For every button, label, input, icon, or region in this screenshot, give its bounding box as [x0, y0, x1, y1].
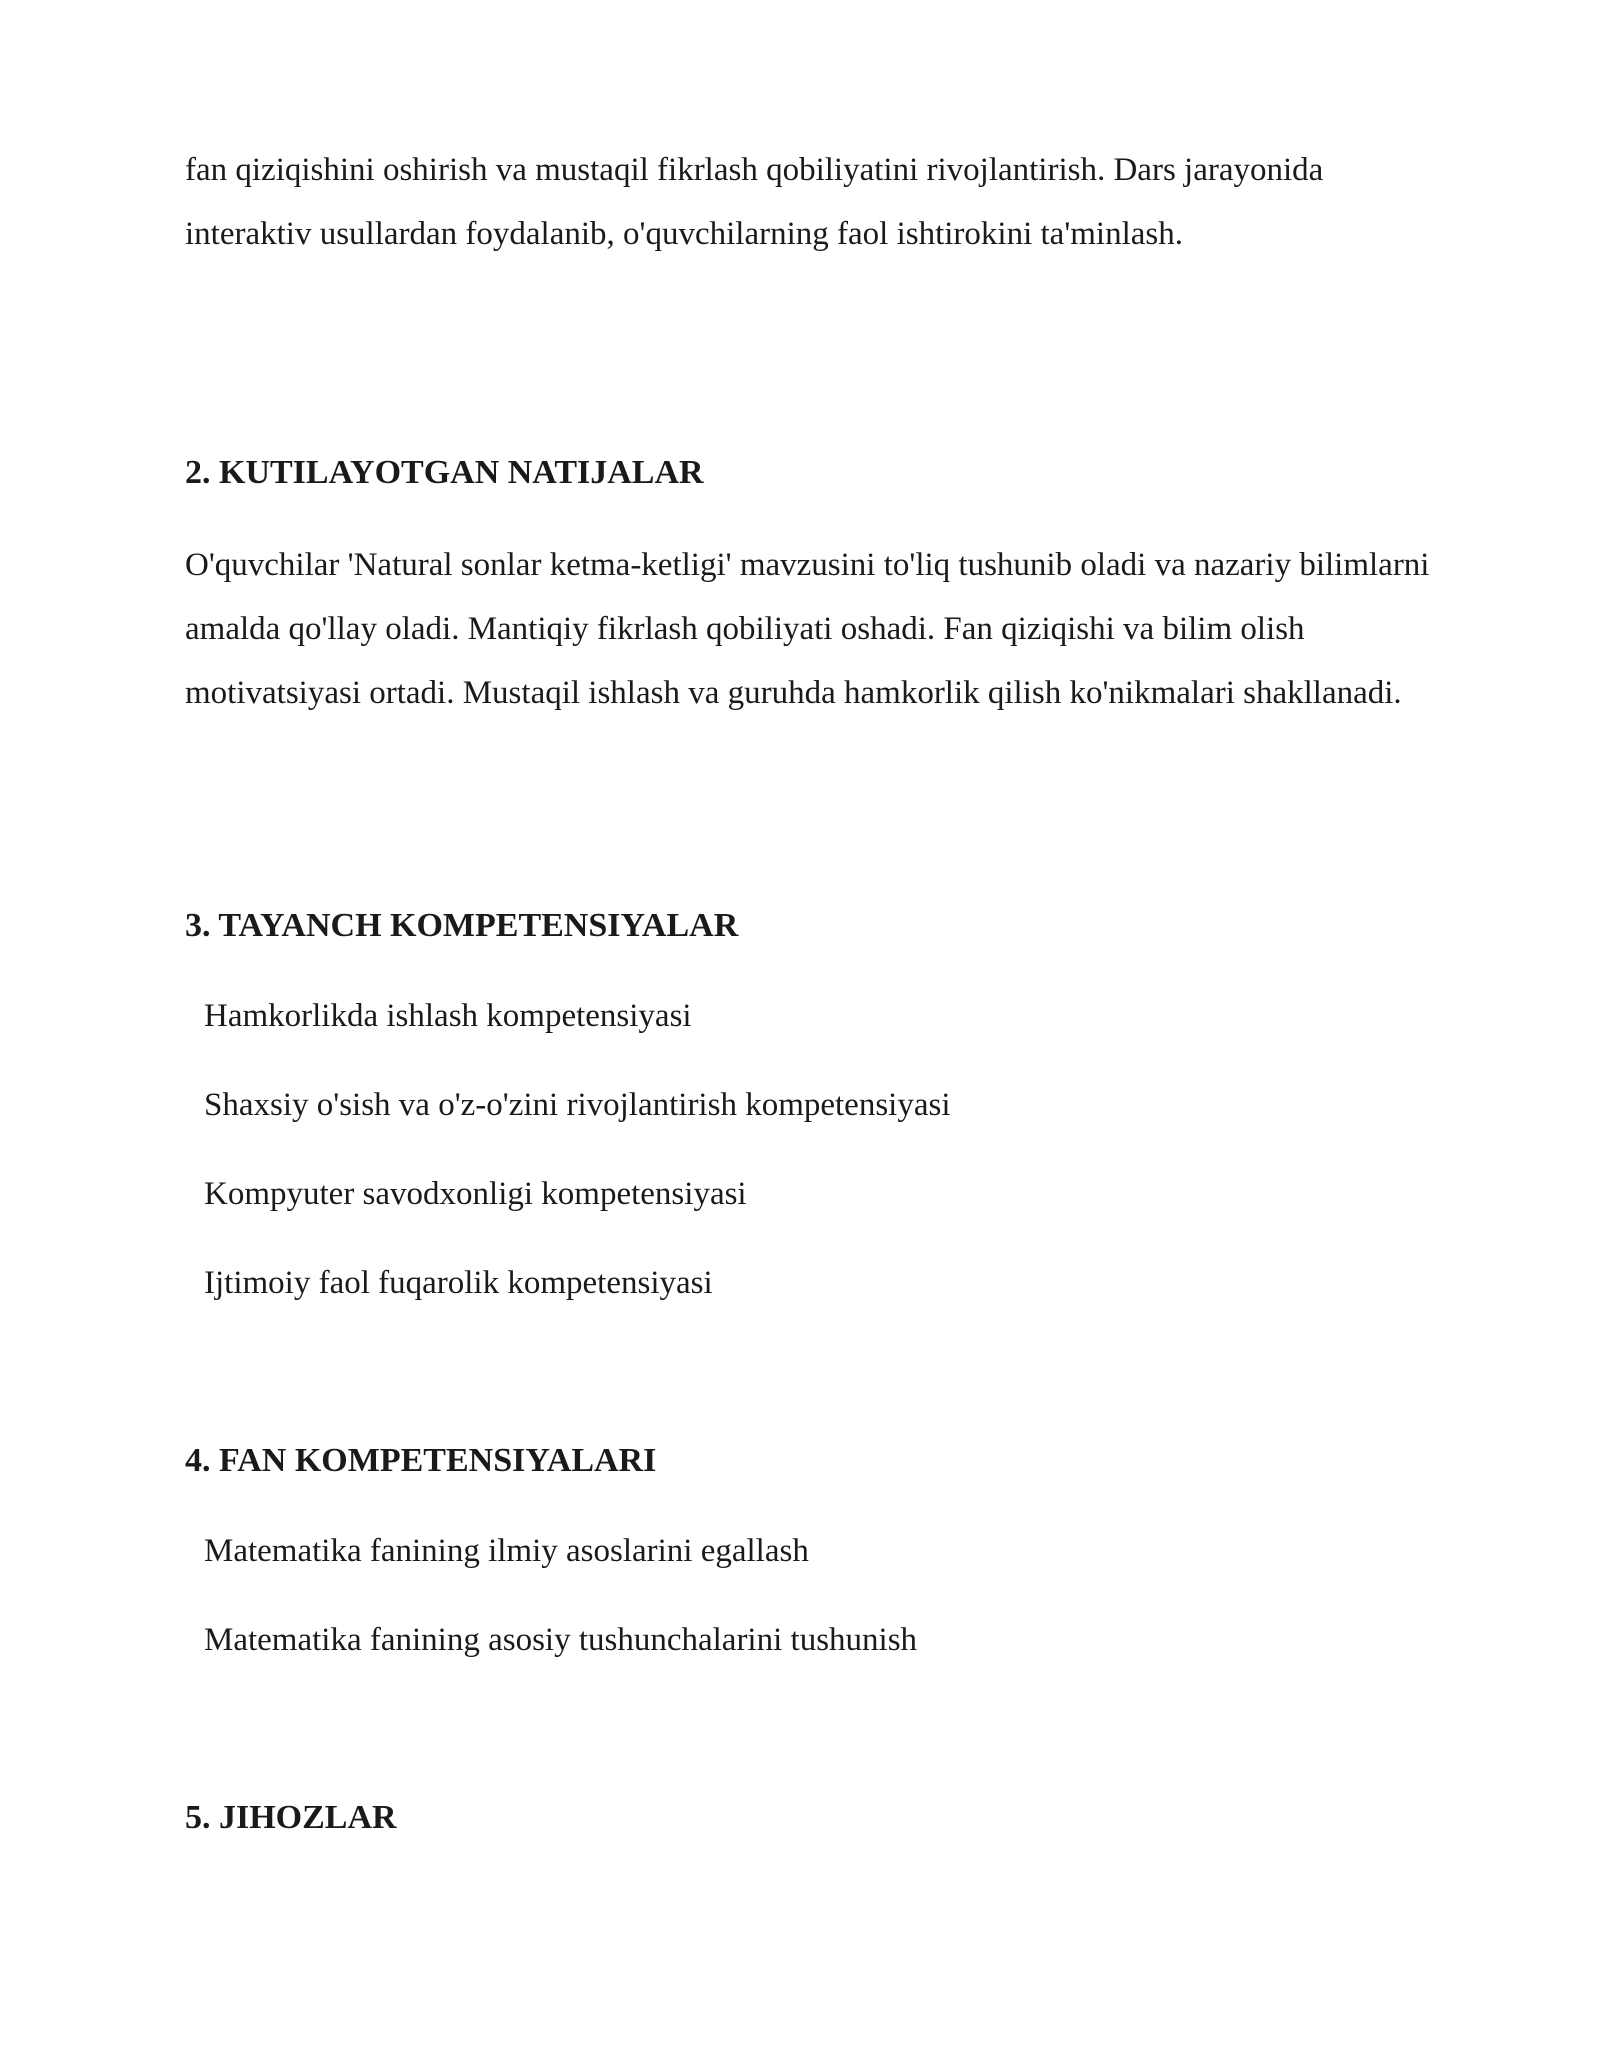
list-item: Matematika fanining asosiy tushunchalarini tushunish — [204, 1622, 918, 1658]
section-heading-natijalar: 2. KUTILAYOTGAN NATIJALAR — [185, 454, 704, 491]
list-item: Shaxsiy o'sish va o'z-o'zini rivojlantirish kompetensiyasi — [204, 1087, 951, 1123]
natijalar-paragraph: O'quvchilar 'Natural sonlar ketma-ketligi' mavzusini to'liq tushunib oladi va nazariy bilimlarni amalda qo'llay oladi. Mantiqiy fikrlash qobiliyati oshadi. Fan qiziqishi va bilim olish motivatsiyasi ortadi. Mustaqil ishlash va guruhda hamkorlik qilish ko'nikmalari shakllanadi. — [185, 547, 1430, 711]
list-item: Hamkorlikda ishlash kompetensiyasi — [204, 998, 692, 1034]
intro-paragraph: fan qiziqishini oshirish va mustaqil fikrlash qobiliyatini rivojlantirish. Dars jarayonida interaktiv usullardan foydalanib, o'quvchilarning faol ishtirokini ta'minlash. — [185, 152, 1324, 252]
section-heading-jihozlar: 5. JIHOZLAR — [185, 1799, 397, 1836]
list-item: Ijtimoiy faol fuqarolik kompetensiyasi — [204, 1265, 713, 1301]
section-heading-fan-kompetensiyalari: 4. FAN KOMPETENSIYALARI — [185, 1442, 657, 1479]
list-item: Matematika fanining ilmiy asoslarini egallash — [204, 1533, 809, 1569]
section-heading-tayanch-kompetensiyalar: 3. TAYANCH KOMPETENSIYALAR — [185, 907, 739, 944]
list-item: Kompyuter savodxonligi kompetensiyasi — [204, 1176, 747, 1212]
